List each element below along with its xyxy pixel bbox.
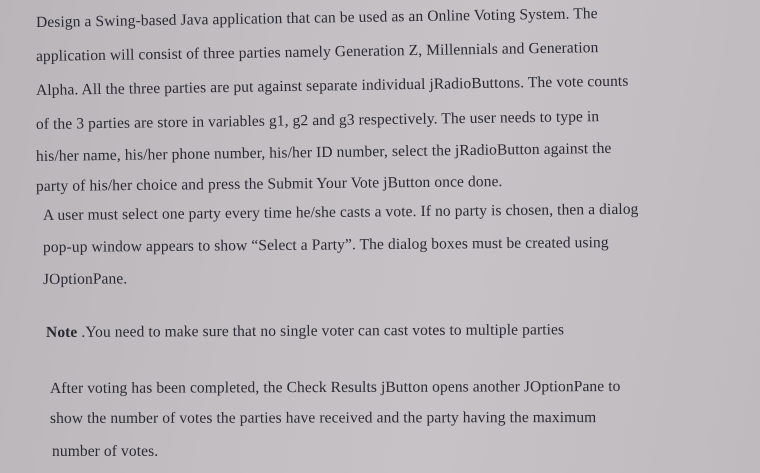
note-line [46,321,564,342]
paragraph2-line-2: pop-up window appears to show “Select a Party”. The dialog boxes must be created using [42,234,609,256]
paragraph1-line-5: his/her name, his/her phone number, his/her ID number, select the jRadioButton against the [35,139,612,165]
paragraph1-line-4: of the 3 parties are store in variables g1, g2 and g3 respectively. The user needs to type in [35,108,600,133]
paragraph2-line-3: JOptionPane. [42,270,128,288]
paragraph1-line-2: application will consist of three parties namely Generation Z, Millennials and Generation [35,39,599,65]
paragraph3-line-3: number of votes. [52,443,159,460]
note-label: Note [45,323,78,341]
paragraph1-line-3: Alpha. All the three parties are put against separate individual jRadioButtons. The vote counts [35,72,629,99]
paragraph1-line-6: party of his/her choice and press the Submit Your Vote jButton once done. [35,173,503,195]
paragraph1-line-1: Design a Swing-based Java application that can be used as an Online Voting System. The [35,5,598,31]
note-text: .You need to make sure that no single voter can cast votes to multiple parties [77,321,565,341]
paragraph3-line-1: After voting has been completed, the Check Results jButton opens another JOptionPane to [49,378,621,397]
paragraph2-line-1: A user must select one party every time he/she casts a vote. If no party is chosen, then a dialog [42,200,639,224]
paragraph3-line-2: show the number of votes the parties have received and the party having the maximum [49,409,597,427]
